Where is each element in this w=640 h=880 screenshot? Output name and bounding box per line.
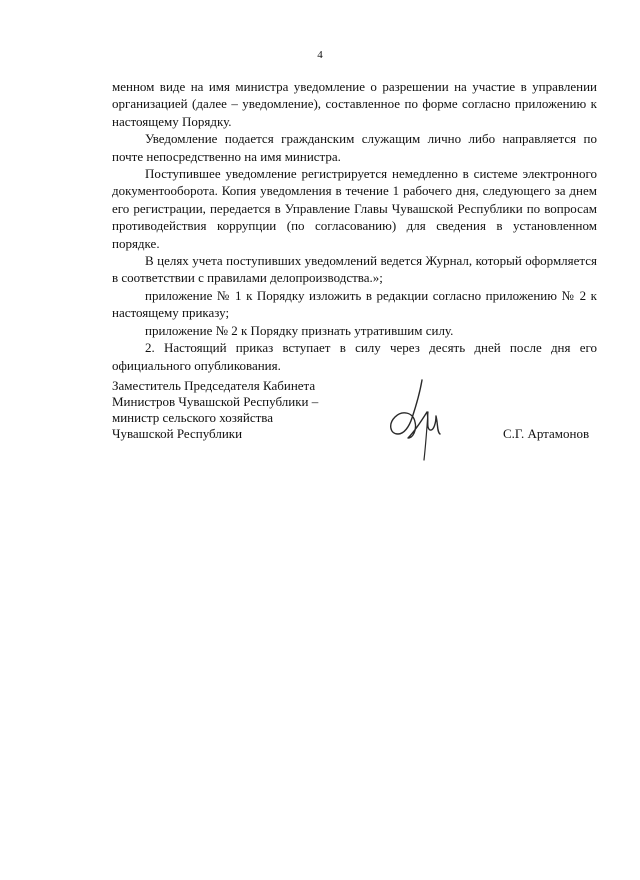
signatory-name: С.Г. Артамонов (503, 426, 590, 441)
paragraph-notification-submission: Уведомление подается гражданским служащим лично либо направляется по почте непосредственно на имя министра. (112, 131, 597, 164)
signatory-title-line: министр сельского хозяйства (112, 410, 274, 425)
handwritten-signature (382, 372, 452, 464)
paragraph-appendix-1: приложение № 1 к Порядку изложить в редакции согласно приложению № 2 к настоящему приказу; (112, 287, 597, 321)
signatory-title-line: Заместитель Председателя Кабинета (112, 378, 316, 393)
signatory-title-line: Чувашской Республики (112, 426, 243, 441)
signatory-title-line: Министров Чувашской Республики – (112, 394, 319, 409)
document-body (112, 78, 597, 374)
paragraph-appendix-2: приложение № 2 к Порядку признать утратившим силу. (145, 322, 454, 338)
paragraph-continuation: менном виде на имя министра уведомление о разрешении на участие в управлении организацией (далее – уведомление), составленное по форме согласно приложению к настоящему Порядку. (112, 79, 597, 129)
page-number: 4 (317, 49, 323, 61)
paragraph-journal: В целях учета поступивших уведомлений ведется Журнал, который оформляется в соответствии с правилами делопроизводства.»; (112, 253, 597, 286)
paragraph-effective-date: 2. Настоящий приказ вступает в силу через десять дней после дня его официального опубликования. (112, 340, 597, 373)
paragraph-notification-registration: Поступившее уведомление регистрируется немедленно в системе электронного документооборота. Копия уведомления в течение 1 рабочего дня, следующего за днем его регистрации, передается в Управление Главы Чувашской Республики по вопросам противодействия коррупции (по согласованию) для сведения в установленном порядке. (112, 166, 597, 251)
signatory-title (112, 378, 318, 442)
